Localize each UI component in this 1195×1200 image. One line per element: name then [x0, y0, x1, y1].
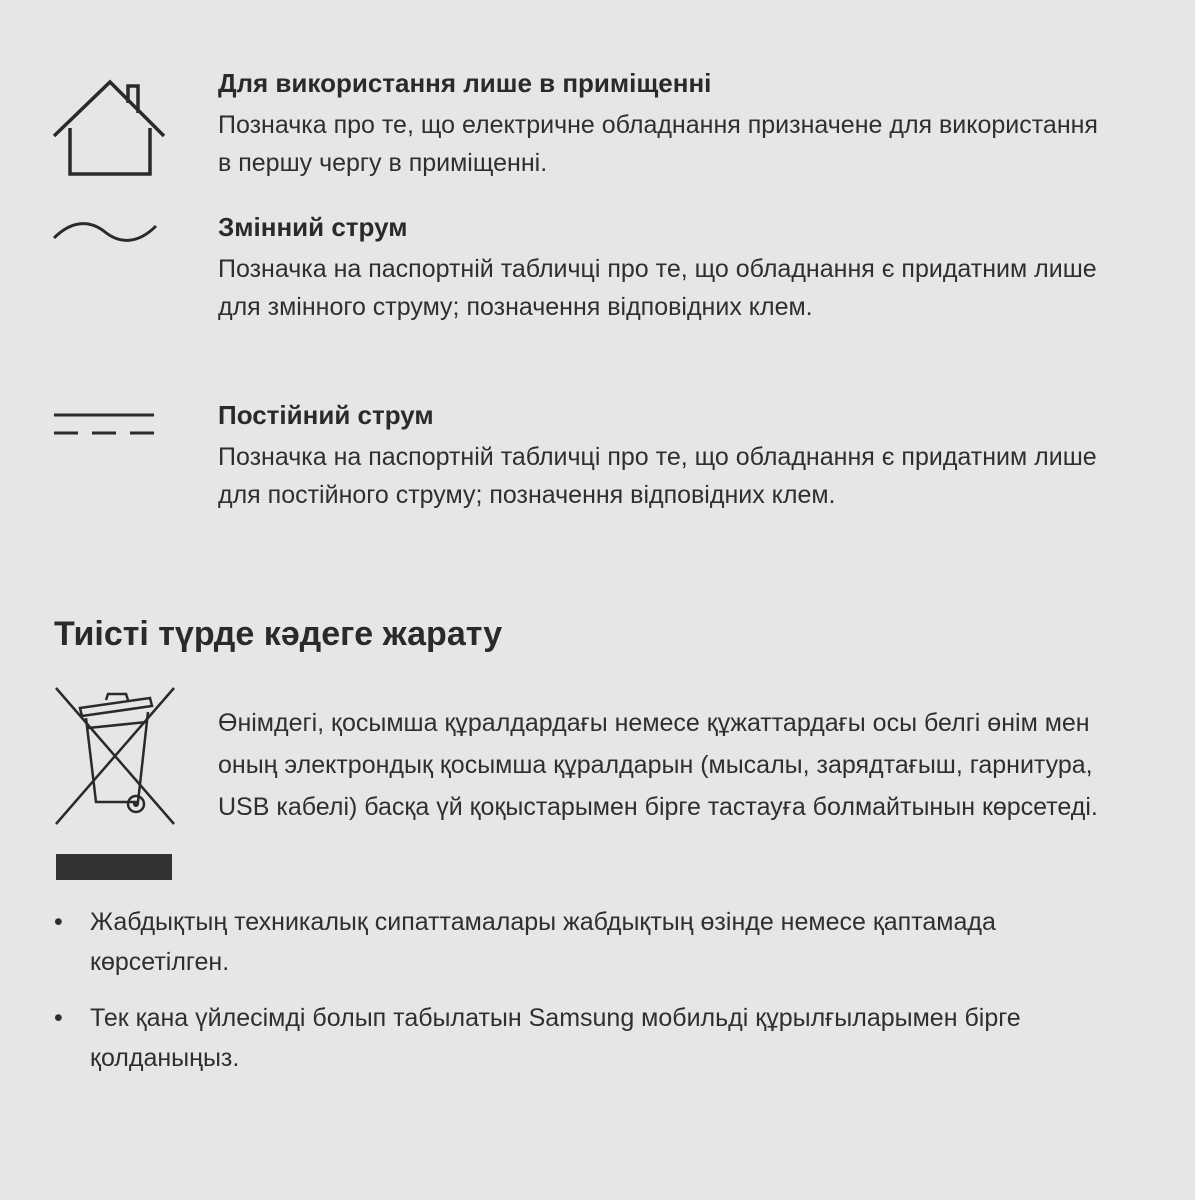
symbol-description: Позначка на паспортній табличці про те, що обладнання є придатним лише для змінного струму; позначення відповідних клем. — [218, 255, 1097, 321]
symbol-direct-current-text — [218, 398, 1118, 514]
symbol-alternating-current-text — [218, 210, 1118, 326]
bullet-marker: • — [54, 908, 63, 936]
symbol-description: Позначка на паспортній табличці про те, що обладнання є придатним лише для постійного струму; позначення відповідних клем. — [218, 443, 1097, 509]
house-icon — [50, 72, 170, 187]
direct-current-icon — [50, 410, 160, 445]
bullet-marker: • — [54, 1004, 63, 1032]
list-item-text: Тек қана үйлесімді болып табылатын Samsung мобильді құрылғыларымен бірге қолданыңыз. — [90, 1004, 1021, 1072]
section-heading: Тиісті түрде кәдеге жарату — [54, 615, 503, 653]
symbol-description: Позначка про те, що електричне обладнання призначене для використання в першу чергу в приміщенні. — [218, 111, 1098, 177]
list-item-text: Жабдықтың техникалық сипаттамалары жабдықтың өзінде немесе қаптамада көрсетілген. — [90, 908, 996, 976]
symbol-title: Змінний струм — [218, 212, 408, 242]
list-item — [54, 998, 1134, 1078]
alternating-current-icon — [50, 218, 160, 253]
symbol-indoor-use-text — [218, 66, 1118, 182]
bullet-list — [54, 902, 1134, 1094]
symbol-title: Постійний струм — [218, 400, 434, 430]
list-item — [54, 902, 1134, 982]
crossed-out-wheelie-bin-icon — [50, 684, 180, 889]
disposal-description: Өнімдегі, қосымша құралдардағы немесе құжаттардағы осы белгі өнім мен оның электрондық қосымша құралдарын (мысалы, зарядтағыш, гарнитура, USB кабелі) басқа үй қоқыстарымен бірге тастауға болмайтынын көрсетеді. — [218, 709, 1098, 821]
symbol-title: Для використання лише в приміщенні — [218, 68, 712, 98]
